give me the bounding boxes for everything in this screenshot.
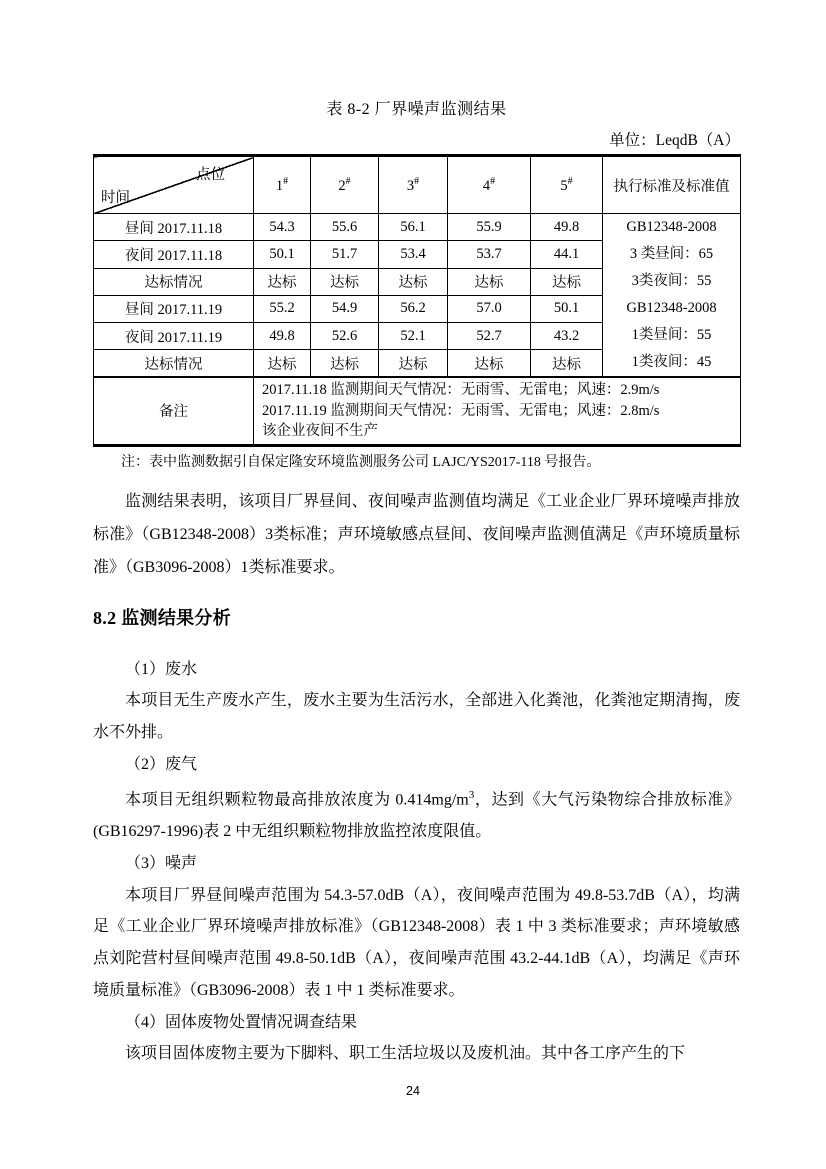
station-number: 3 xyxy=(406,177,415,194)
analysis-paragraph-solidwaste: 该项目固体废物主要为下脚料、职工生活垃圾以及废机油。其中各工序产生的下 xyxy=(125,1045,686,1063)
table-title: 表 8-2 厂界噪声监测结果 xyxy=(326,101,507,118)
noise-value: 50.1 xyxy=(254,241,311,268)
station-number: 5 xyxy=(560,177,568,194)
noise-value: 52.7 xyxy=(448,323,531,350)
analysis-paragraph-noise: 本项目厂界昼间噪声范围为 54.3-57.0dB（A），夜间噪声范围为 49.8-53.7dB（A），均满足《工业企业厂界环境噪声排放标准》（GB12348-2008）表 1 中 3 类标准要求；声环境敏感点刘陀营村昼间噪声范围 49.8-50.1dB（A），夜间噪声范围 43.2-44.1dB（A），均满足《声环境质量标准》（GB3096-2008）表 1 中 1 类标准要求。 xyxy=(93,886,740,999)
compliance-value: 达标 xyxy=(379,350,448,377)
cubic-meter-superscript: 3 xyxy=(468,789,475,802)
analysis-paragraph-wastewater: 本项目无生产废水产生，废水主要为生活污水，全部进入化粪池，化粪池定期清掏，废水不外排。 xyxy=(93,692,740,741)
station-header-3 xyxy=(379,156,448,214)
remark-label: 备注 xyxy=(94,377,254,445)
table-row xyxy=(94,214,741,241)
remark-cell xyxy=(254,377,741,445)
compliance-value: 达标 xyxy=(531,350,603,377)
row-label: 昼间 2017.11.18 xyxy=(94,214,254,241)
remark-line: 该企业夜间不生产 xyxy=(262,423,378,439)
station-header-2 xyxy=(311,156,379,214)
remark-line: 2017.11.18 监测期间天气情况：无雨雪、无雷电；风速：2.9m/s xyxy=(262,382,660,398)
noise-value: 56.2 xyxy=(379,295,448,322)
noise-value: 50.1 xyxy=(531,295,603,322)
compliance-value: 达标 xyxy=(311,268,379,295)
noise-value: 43.2 xyxy=(531,323,603,350)
noise-value: 52.6 xyxy=(311,323,379,350)
table-note: 注：表中监测数据引自保定隆安环境监测服务公司 LAJC/YS2017-118 号报告。 xyxy=(121,454,601,470)
standards-line: 1类昼间：55 xyxy=(631,327,712,343)
standards-line: 3 类昼间：65 xyxy=(629,246,714,262)
standards-line: GB12348-2008 xyxy=(626,219,717,235)
standards-cell xyxy=(603,214,741,378)
analysis-item-heading-wastewater: （1）废水 xyxy=(125,660,198,678)
corner-header-cell xyxy=(94,156,254,214)
row-label: 达标情况 xyxy=(94,268,254,295)
noise-value: 54.9 xyxy=(311,295,379,322)
analysis-section xyxy=(93,654,740,1070)
noise-value: 54.3 xyxy=(254,214,311,241)
station-mark: # xyxy=(283,175,289,187)
station-mark: # xyxy=(345,175,351,187)
compliance-value: 达标 xyxy=(531,268,603,295)
table-header-row xyxy=(94,156,741,214)
compliance-value: 达标 xyxy=(311,350,379,377)
noise-value: 55.2 xyxy=(254,295,311,322)
section-heading xyxy=(93,606,740,630)
compliance-value: 达标 xyxy=(254,350,311,377)
noise-value: 53.4 xyxy=(379,241,448,268)
corner-label-station: 点位 xyxy=(196,167,225,183)
remark-line: 2017.11.19 监测期间天气情况：无雨雪、无雷电；风速：2.8m/s xyxy=(262,402,660,419)
standards-header: 执行标准及标准值 xyxy=(603,156,741,214)
station-mark: # xyxy=(567,175,573,187)
noise-value: 57.0 xyxy=(448,295,531,322)
noise-monitoring-table xyxy=(93,154,741,447)
noise-value: 51.7 xyxy=(311,241,379,268)
page-number: 24 xyxy=(406,1084,420,1098)
wastegas-text-after: ，达到《大气污染物综合排放标准》(GB16297-1996)表 2 中无组织颗粒物排放监控浓度限值。 xyxy=(93,791,740,841)
station-number: 2 xyxy=(338,177,346,194)
noise-value: 49.8 xyxy=(531,214,603,241)
compliance-value: 达标 xyxy=(254,268,311,295)
analysis-item-heading-wastegas: （2）废气 xyxy=(125,755,198,773)
noise-value: 55.9 xyxy=(448,214,531,241)
station-mark: # xyxy=(414,175,420,187)
noise-value: 53.7 xyxy=(448,241,531,268)
station-number: 4 xyxy=(482,177,491,194)
station-header-4 xyxy=(448,156,531,214)
compliance-value: 达标 xyxy=(448,350,531,377)
compliance-value: 达标 xyxy=(448,268,531,295)
remark-row xyxy=(94,377,741,445)
station-number: 1 xyxy=(275,177,284,194)
station-mark: # xyxy=(490,175,496,187)
wastegas-text-before: 本项目无组织颗粒物最高排放浓度为 0.414mg/m xyxy=(125,791,469,809)
section-title: 监测结果分析 xyxy=(121,607,232,628)
noise-value: 56.1 xyxy=(379,214,448,241)
corner-label-time: 时间 xyxy=(101,190,130,206)
noise-value: 49.8 xyxy=(254,323,311,350)
standards-line: GB12348-2008 xyxy=(626,300,717,316)
analysis-item-heading-solidwaste: （4）固体废物处置情况调查结果 xyxy=(125,1013,358,1031)
station-header-5 xyxy=(531,156,603,214)
noise-value: 52.1 xyxy=(379,323,448,350)
analysis-item-heading-noise: （3）噪声 xyxy=(125,855,198,873)
standards-line: 3类夜间：55 xyxy=(631,273,712,289)
row-label: 夜间 2017.11.18 xyxy=(94,241,254,268)
unit-label: 单位：LeqdB（A） xyxy=(609,132,740,149)
noise-value: 55.6 xyxy=(311,214,379,241)
station-header-1 xyxy=(254,156,311,214)
section-number: 8.2 xyxy=(93,607,117,628)
analysis-paragraph-wastegas xyxy=(93,780,740,848)
compliance-value: 达标 xyxy=(379,268,448,295)
row-label: 夜间 2017.11.19 xyxy=(94,323,254,350)
standards-line: 1类夜间：45 xyxy=(631,354,712,370)
noise-value: 44.1 xyxy=(531,241,603,268)
row-label: 达标情况 xyxy=(94,350,254,377)
summary-paragraph: 监测结果表明，该项目厂界昼间、夜间噪声监测值均满足《工业企业厂界环境噪声排放标准》（GB12348-2008）3类标准；声环境敏感点昼间、夜间噪声监测值满足《声环境质量标准》（GB3096-2008）1类标准要求。 xyxy=(93,492,740,576)
row-label: 昼间 2017.11.19 xyxy=(94,295,254,322)
